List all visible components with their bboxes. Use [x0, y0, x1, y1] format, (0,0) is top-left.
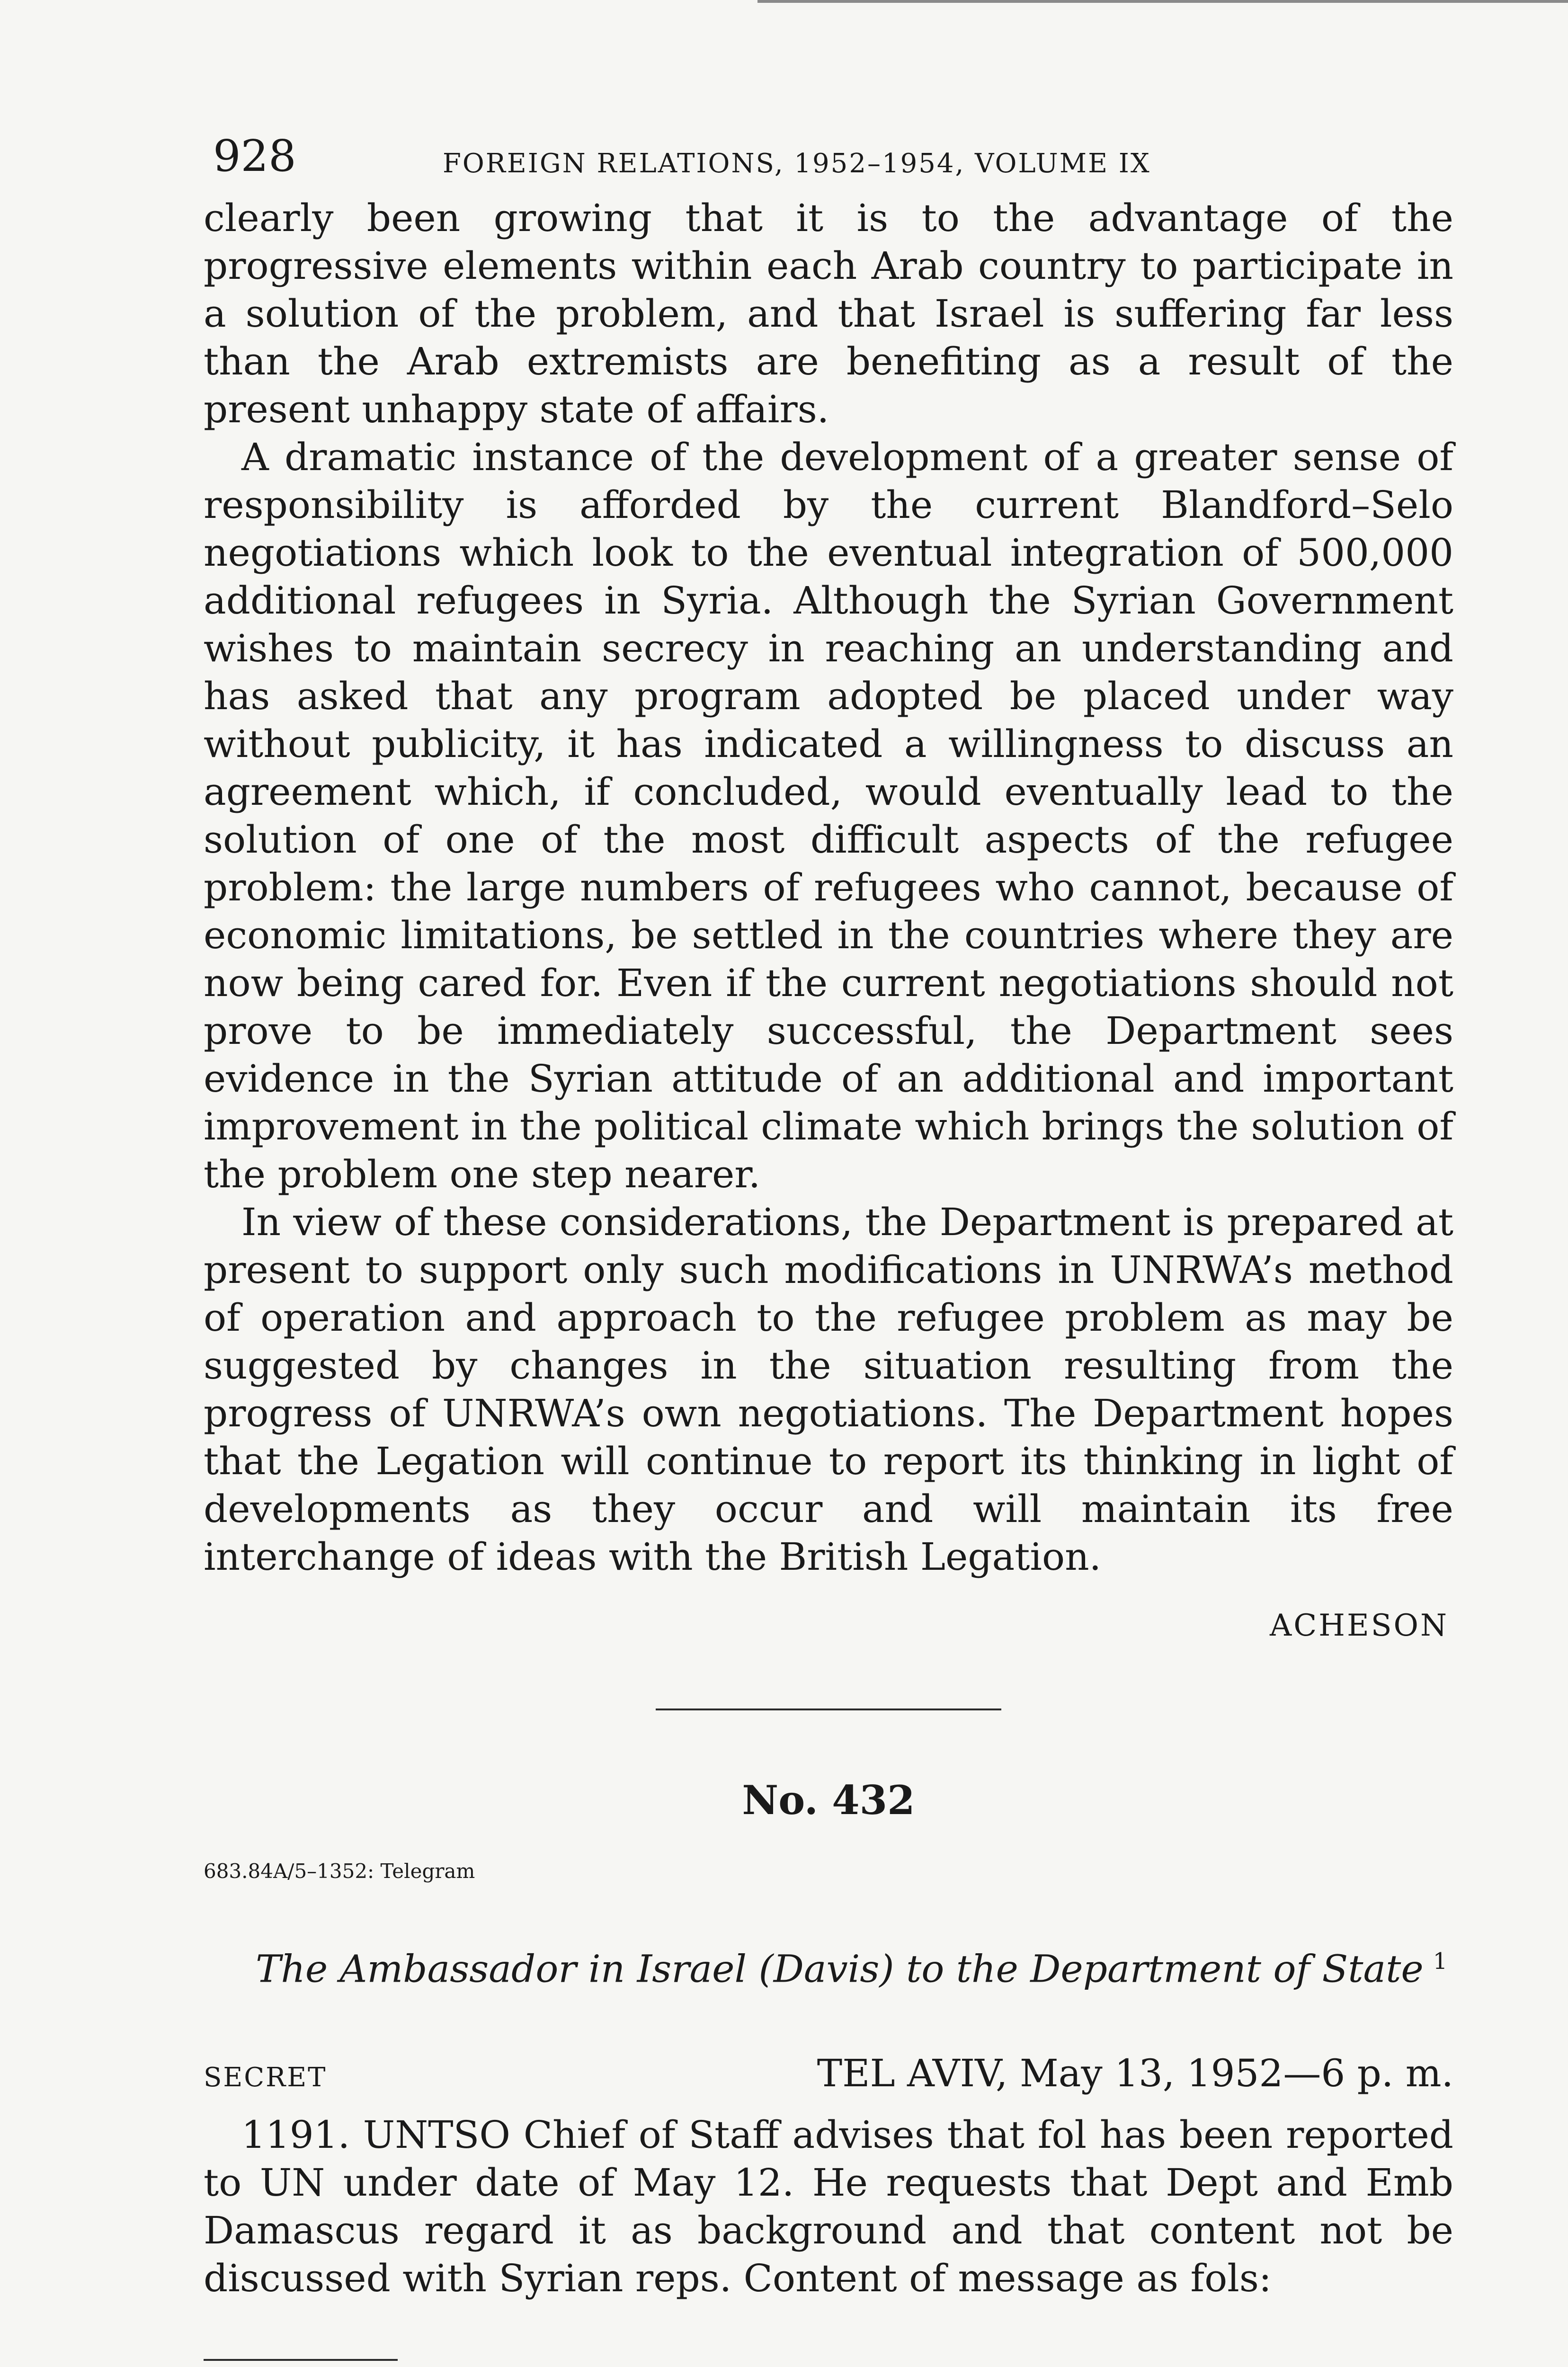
- paragraph-blandford-selo: A dramatic instance of the development of a greater sense of responsibility is afforded by the current Blandford–Selo negotiations which look to the eventual integration of 500,000 additional refugees in Syria. Although the Syrian Government wishes to maintain secrecy in reaching an understanding and has asked that any program adopted be placed under way without publicity, it has indicated a willingness to discuss an agreement which, if concluded, would eventually lead to the solution of one of the most difficult aspects of the refugee problem: the large numbers of refugees who cannot, because of economic limitations, be settled in the countries where they are now being cared for. Even if the current negotiations should not prove to be immediately successful, the Department sees evidence in the Syrian attitude of an additional and important improvement in the political climate which brings the solution of the problem one step nearer.: [204, 435, 1453, 1196]
- document-heading: [204, 1938, 1453, 1993]
- document-heading-text: The Ambassador in Israel (Davis) to the Department of State: [256, 1947, 1424, 1991]
- document-number: No. 432: [742, 1777, 915, 1824]
- telegram-header-line: [204, 2050, 1453, 2101]
- classification-label: SECRET: [204, 2062, 327, 2093]
- page-number: 928: [213, 131, 296, 181]
- document-page: [204, 128, 1453, 2367]
- top-edge-rule: [757, 0, 1568, 3]
- footnote-rule: [204, 2359, 398, 2361]
- footnote-reference[interactable]: 1: [1433, 1948, 1448, 1975]
- paragraph-continued: clearly been growing that it is to the advantage of the progressive elements within each Arab country to participate in a solution of the problem, and that Israel is suffering far less than the Arab extremists are benefiting as a result of the present unhappy state of affairs.: [204, 196, 1453, 431]
- place-date: TEL AVIV, May 13, 1952—6 p. m.: [817, 2051, 1453, 2095]
- running-title: FOREIGN RELATIONS, 1952–1954, VOLUME IX: [443, 148, 1151, 179]
- paragraph-considerations: In view of these considerations, the Department is prepared at present to support only such modifications in UNRWA’s method of operation and approach to the refugee problem as may be suggested by changes in the situation resulting from the progress of UNRWA’s own negotiations. The Department hopes that the Legation will continue to report its thinking in light of developments as they occur and will maintain its free interchange of ideas with the British Legation.: [204, 1200, 1453, 1579]
- running-head: [204, 128, 1453, 194]
- telegram-message: 1191. UNTSO Chief of Staff advises that fol has been reported to UN under date of May 12. He requests that Dept and Emb Damascus regard it as background and that content not be discussed with Syrian reps. Content of message as fols:: [204, 2112, 1453, 2300]
- signature-acheson: ACHESON: [1269, 1608, 1449, 1643]
- file-reference: 683.84A/5–1352: Telegram: [204, 1860, 475, 1883]
- section-separator: [656, 1709, 1001, 1710]
